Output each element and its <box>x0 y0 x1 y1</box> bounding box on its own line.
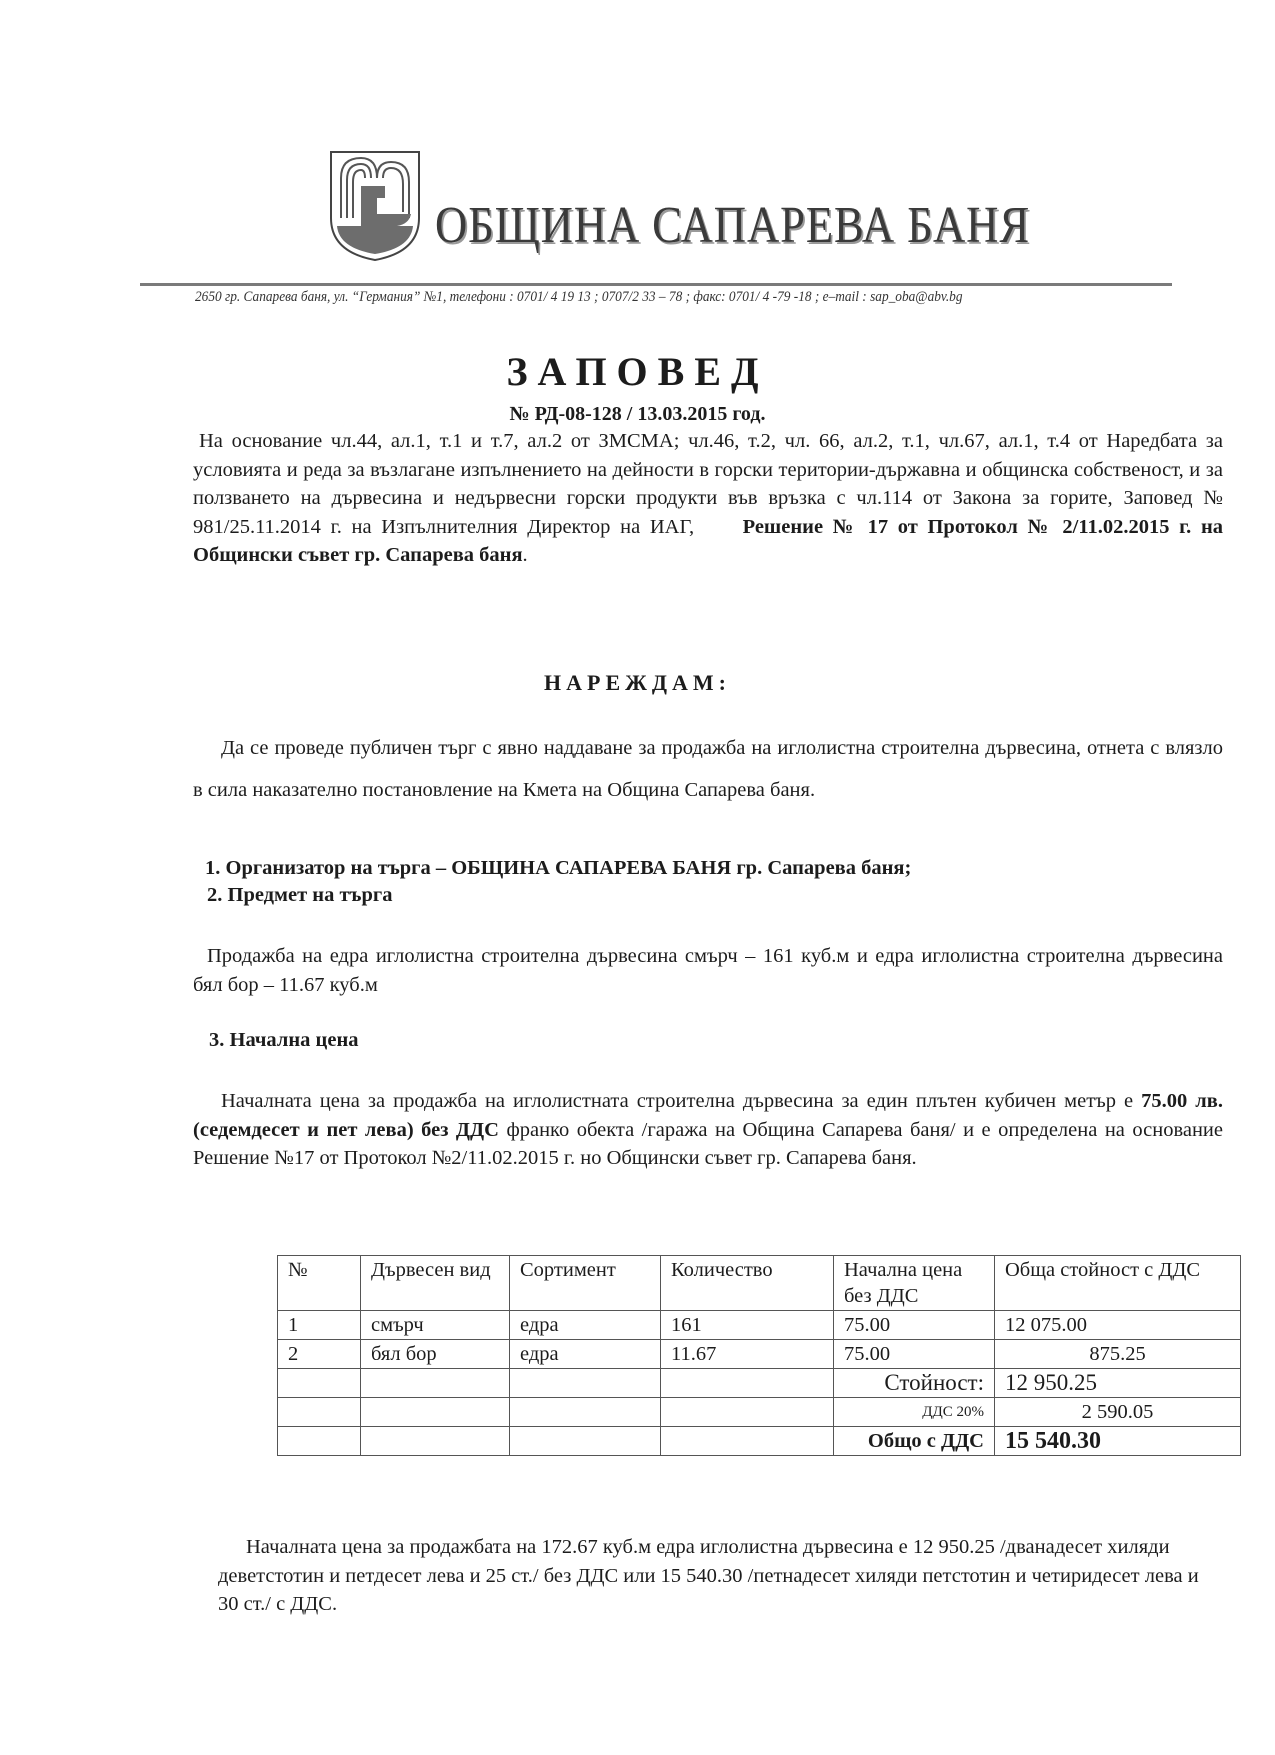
total-row <box>278 1427 1241 1456</box>
order-number-date: № РД-08-128 / 13.03.2015 год. <box>509 403 766 425</box>
auction-subject-text: Продажба на едра иглолистна строителна дървесина смърч – 161 куб.м и едра иглолистна строителна дървесина бял бор – 11.67 куб.м <box>193 945 1223 996</box>
subtotal-row <box>278 1369 1241 1398</box>
legal-basis-text: На основание чл.44, ал.1, т.1 и т.7, ал.2 от ЗМСМА; чл.46, т.2, чл. 66, ал.2, т.1, чл.67, ал.1, т.4 от Наредбата за условията и реда за възлагане изпълнението на дейности в горски територии-държавна и общинска собственост, и за ползването на дървесина и недървесни горски продукти във връзка с чл.114 от Закона за горите, Заповед № 981/25.11.2014 г. на Изпълнителния Директор на ИАГ, <box>193 430 1223 538</box>
auction-intro-paragraph: Да се проведе публичен търг с явно наддаване за продажба на иглолистна строителна дървесина, отнета с влязло в сила наказателно постановление на Кмета на Община Сапарева баня. <box>193 737 1223 801</box>
empty-cell <box>661 1398 834 1427</box>
empty-cell <box>361 1427 510 1456</box>
price-table <box>277 1255 1241 1456</box>
empty-cell <box>278 1369 361 1398</box>
header-number: № <box>278 1256 361 1311</box>
item-organizer: 1. Организатор на търга – ОБЩИНА САПАРЕВА БАНЯ гр. Сапарева баня; <box>205 857 912 879</box>
empty-cell <box>510 1369 661 1398</box>
table-row <box>278 1340 1241 1369</box>
item-starting-price-heading: 3. Начална цена <box>209 1029 359 1051</box>
empty-cell <box>661 1427 834 1456</box>
cell-total: 12 075.00 <box>995 1311 1241 1340</box>
cell-assortment: едра <box>510 1340 661 1369</box>
empty-cell <box>361 1398 510 1427</box>
table-header-row <box>278 1256 1241 1311</box>
total-label: Общо с ДДС <box>834 1427 995 1456</box>
table-row <box>278 1311 1241 1340</box>
summary-paragraph: Началната цена за продажбата на 172.67 куб.м едра иглолистна дървесина е 12 950.25 /дванадесет хиляди деветстотин и петдесет лева и 25 ст./ без ДДС или 15 540.30 /петнадесет хиляди петстотин и четиридесет лева и 30 ст./ с ДДС. <box>218 1536 1199 1615</box>
contact-address-line: 2650 гр. Сапарева баня, ул. “Германия” №1, телефони : 0701/ 4 19 13 ; 0707/2 33 – 78 ; факс: 0701/ 4 -79 -18 ; e–mail : sap_oba@abv.bg <box>195 289 963 305</box>
municipality-name: ОБЩИНА САПАРЕВА БАНЯ <box>435 197 1031 254</box>
empty-cell <box>661 1369 834 1398</box>
header-assortment: Сортимент <box>510 1256 661 1311</box>
header-quantity: Количество <box>661 1256 834 1311</box>
council-decision-reference: Решение № 17 от Протокол № 2/11.02.2015 г. на Общински съвет гр. Сапарева баня <box>193 515 1224 566</box>
subtotal-value: 12 950.25 <box>995 1369 1241 1398</box>
empty-cell <box>510 1398 661 1427</box>
empty-cell <box>361 1369 510 1398</box>
cell-price: 75.00 <box>834 1311 995 1340</box>
vat-row <box>278 1398 1241 1427</box>
header-starting-price: Начална цена без ДДС <box>834 1256 995 1311</box>
header-wood-type: Дървесен вид <box>361 1256 510 1311</box>
cell-assortment: едра <box>510 1311 661 1340</box>
cell-wood-type: смърч <box>361 1311 510 1340</box>
total-value: 15 540.30 <box>995 1427 1241 1456</box>
empty-cell <box>510 1427 661 1456</box>
vat-label: ДДС 20% <box>834 1398 995 1427</box>
price-per-cubic-meter: 75.00 лв. (седемдесет и пет лева) без ДДС <box>193 1090 1224 1141</box>
header-divider <box>140 283 1172 286</box>
cell-price: 75.00 <box>834 1340 995 1369</box>
order-heading: НАРЕЖДАМ: <box>544 670 731 695</box>
empty-cell <box>278 1398 361 1427</box>
cell-number: 2 <box>278 1340 361 1369</box>
vat-value: 2 590.05 <box>995 1398 1241 1427</box>
cell-total: 875.25 <box>995 1340 1241 1369</box>
legal-basis-paragraph <box>193 427 1223 570</box>
cell-wood-type: бял бор <box>361 1340 510 1369</box>
price-text-part2: франко обекта /гаража на Община Сапарева баня/ и е определена на основание Решение №17 от Протокол №2/11.02.2015 г. но Общински съвет гр. Сапарева баня. <box>193 1118 1223 1169</box>
municipality-coat-of-arms-logo <box>327 148 423 264</box>
cell-quantity: 11.67 <box>661 1340 834 1369</box>
item-subject-heading: 2. Предмет на търга <box>207 884 393 906</box>
price-text-part1: Началната цена за продажба на иглолистната строителна дървесина за един плътен кубичен метър е <box>221 1090 1134 1112</box>
header-total-value: Обща стойност с ДДС <box>995 1256 1241 1311</box>
period: . <box>522 544 528 566</box>
cell-number: 1 <box>278 1311 361 1340</box>
fountain-emblem-icon <box>327 148 423 264</box>
cell-quantity: 161 <box>661 1311 834 1340</box>
starting-price-paragraph <box>193 1087 1223 1173</box>
empty-cell <box>278 1427 361 1456</box>
document-title: ЗАПОВЕД <box>506 349 769 394</box>
subtotal-label: Стойност: <box>834 1369 995 1398</box>
